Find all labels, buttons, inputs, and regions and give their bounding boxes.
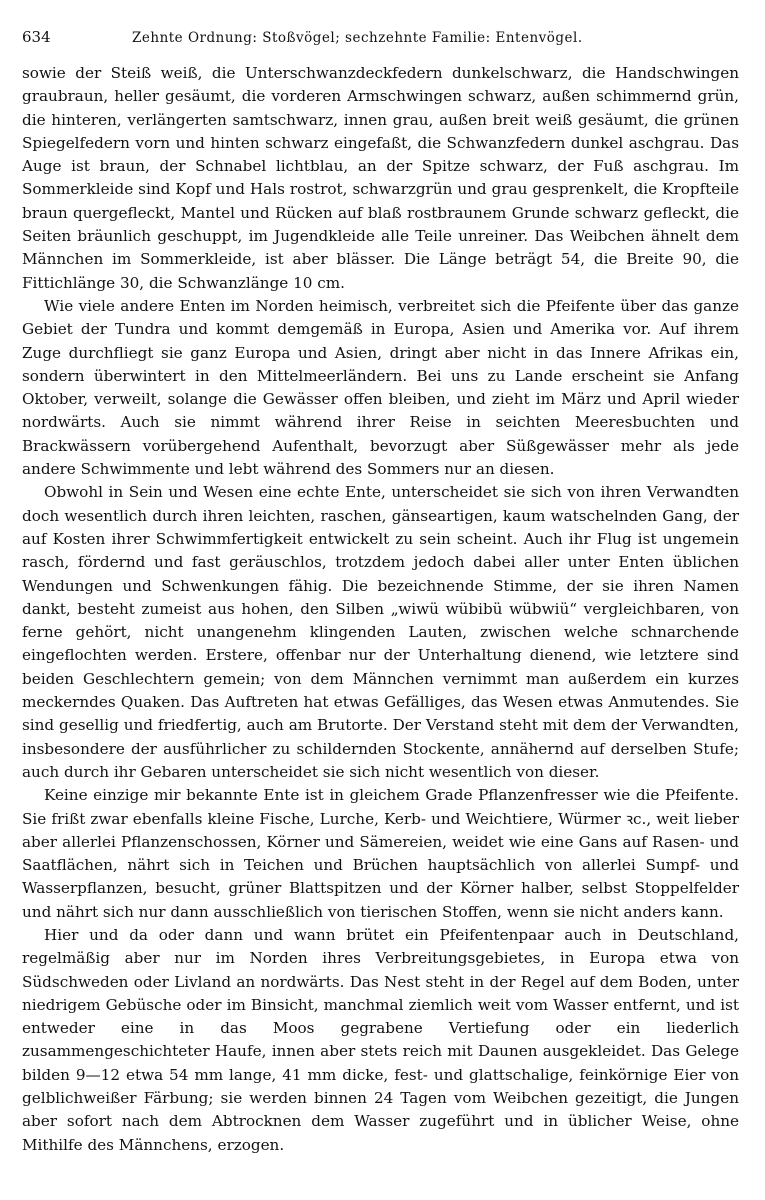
- paragraph: Obwohl in Sein und Wesen eine echte Ente, unterscheidet sie sich von ihren Verwandten doch wesentlich durch ihren leichten, raschen, gänseartigen, kaum watschelnden Gang, der auf Kosten ihrer Schwimmfertigkeit entwickelt zu sein scheint. Auch ihr Flug ist ungemein rasch, fördernd und fast geräuschlos, trotzdem jedoch dabei aller unter Enten üblichen Wendungen und Schwenkungen fähig. Die bezeichnende Stimme, der sie ihren Namen dankt, besteht zumeist aus hohen, den Silben „wiwü wübibü wübwiü“ vergleichbaren, von ferne gehört, nicht unangenehm klingenden Lauten, zwischen welche schnarchende eingeflochten werden. Erstere, offenbar nur der Unterhaltung dienend, wie letztere sind beiden Geschlechtern gemein; von dem Männchen vernimmt man außerdem ein kurzes meckerndes Quaken. Das Auftreten hat etwas Gefälliges, das Wesen etwas Anmutendes. Sie sind gesellig und friedfertig, auch am Brutorte. Der Verstand steht mit dem der Verwandten, insbesondere der ausführlicher zu schildernden Stockente, annähernd auf derselben Stufe; auch durch ihr Gebaren unterscheidet sie sich nicht wesentlich von dieser.: [22, 483, 739, 781]
- paragraph: Keine einzige mir bekannte Ente ist in gleichem Grade Pflanzenfresser wie die Pfeifente. Sie frißt zwar ebenfalls kleine Fische, Lurche, Kerb- und Weichtiere, Würmer ꝛc., weit lieber aber allerlei Pflanzenschossen, Körner und Sämereien, weidet wie eine Gans auf Rasen- und Saatflächen, nährt sich in Teichen und Brüchen hauptsächlich von allerlei Sumpf- und Wasserpflanzen, besucht, grüner Blattspitzen und der Körner halber, selbst Stoppelfelder und nährt sich nur dann ausschließlich von tierischen Stoffen, wenn sie nicht anders kann.: [22, 786, 739, 921]
- page-number: 634: [22, 28, 51, 46]
- body-text: [22, 62, 739, 1157]
- paragraph: Wie viele andere Enten im Norden heimisch, verbreitet sich die Pfeifente über das ganze Gebiet der Tundra und kommt demgemäß in Europa, Asien und Amerika vor. Auf ihrem Zuge durchfliegt sie ganz Europa und Asien, dringt aber nicht in das Innere Afrikas ein, sondern überwintert in den Mittelmeerländern. Bei uns zu Lande erscheint sie Anfang Oktober, verweilt, solange die Gewässer offen bleiben, und zieht im März und April wieder nordwärts. Auch sie nimmt während ihrer Reise in seichten Meeresbuchten und Brackwässern vorübergehend Aufenthalt, bevorzugt aber Süßgewässer mehr als jede andere Schwimmente und lebt während des Sommers nur an diesen.: [22, 296, 739, 479]
- paragraph: sowie der Steiß weiß, die Unterschwanzdeckfedern dunkelschwarz, die Handschwingen graubraun, heller gesäumt, die vorderen Armschwingen schwarz, außen schimmernd grün, die hinteren, verlängerten samtschwarz, innen grau, außen breit weiß gesäumt, die grünen Spiegelfedern vorn und hinten schwarz eingefaßt, die Schwanzfedern dunkel aschgrau. Das Auge ist braun, der Schnabel lichtblau, an der Spitze schwarz, der Fuß aschgrau. Im Sommerkleide sind Kopf und Hals rostrot, schwarzgrün und grau gesprenkelt, die Kropfteile braun quergefleckt, Mantel und Rücken auf blaß rostbraunem Grunde schwarz gefleckt, die Seiten bräunlich geschuppt, im Jugendkleide alle Teile unreiner. Das Weibchen ähnelt dem Männchen im Sommerkleide, ist aber blässer. Die Länge beträgt 54, die Breite 90, die Fittichlänge 30, die Schwanzlänge 10 cm.: [22, 64, 739, 292]
- page-header: [22, 28, 739, 62]
- paragraph: Hier und da oder dann und wann brütet ein Pfeifentenpaar auch in Deutschland, regelmäßig aber nur im Norden ihres Verbreitungsgebietes, in Europa etwa von Südschweden oder Livland an nordwärts. Das Nest steht in der Regel auf dem Boden, unter niedrigem Gebüsche oder im Binsicht, manchmal ziemlich weit vom Wasser entfernt, und ist entweder eine in das Moos gegrabene Vertiefung oder ein liederlich zusammengeschichteter Haufe, innen aber stets reich mit Daunen ausgekleidet. Das Gelege bilden 9—12 etwa 54 mm lange, 41 mm dicke, fest- und glattschalige, feinkörnige Eier von gelblichweißer Färbung; sie werden binnen 24 Tagen vom Weibchen gezeitigt, die Jungen aber sofort nach dem Abtrocknen dem Wasser zugeführt und in üblicher Weise, ohne Mithilfe des Männchens, erzogen.: [22, 925, 739, 1154]
- running-head: Zehnte Ordnung: Stoßvögel; sechzehnte Familie: Entenvögel.: [132, 30, 583, 46]
